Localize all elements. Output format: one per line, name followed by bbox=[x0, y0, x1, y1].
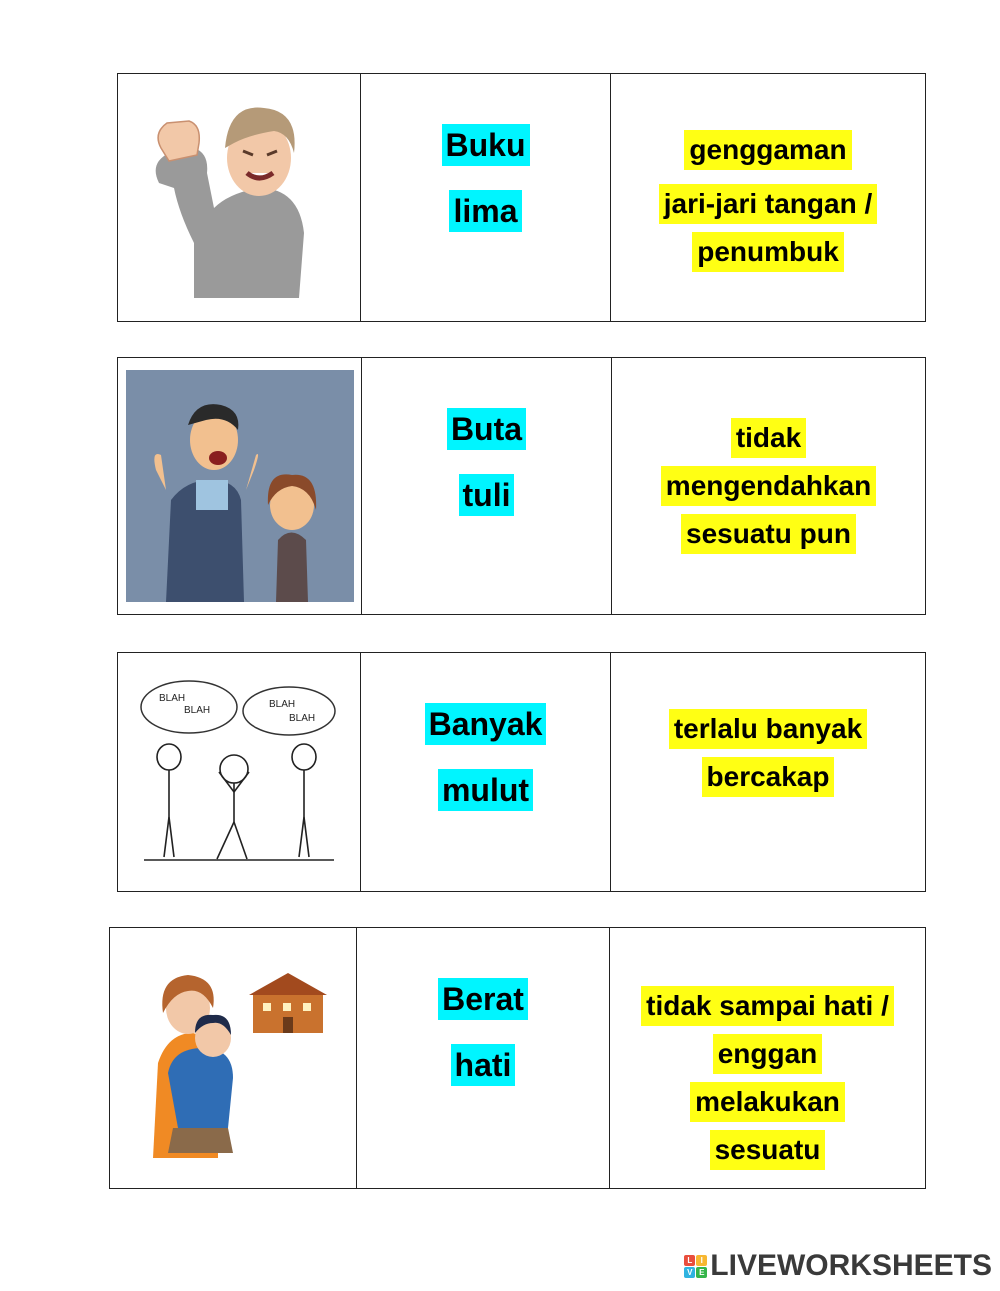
liveworksheets-logo[interactable] bbox=[684, 1249, 992, 1283]
term-word-1: Berat bbox=[438, 978, 528, 1020]
picture-cell bbox=[110, 928, 357, 1188]
card-buku-lima bbox=[117, 73, 926, 322]
shouting-man-girl-illustration bbox=[126, 370, 354, 602]
term-word-2: lima bbox=[449, 190, 521, 232]
logo-letter: V bbox=[684, 1267, 695, 1278]
card-berat-hati bbox=[109, 927, 926, 1189]
card-buta-tuli bbox=[117, 357, 926, 615]
logo-text: LIVEWORKSHEETS bbox=[710, 1249, 992, 1282]
term-cell bbox=[362, 358, 612, 614]
logo-mark-icon bbox=[684, 1255, 707, 1278]
meaning-line-1: tidak bbox=[731, 418, 806, 458]
term-cell bbox=[357, 928, 610, 1188]
meaning-line-2: bercakap bbox=[702, 757, 835, 797]
picture-cell bbox=[118, 653, 361, 891]
meaning-line-2: mengendahkan bbox=[661, 466, 876, 506]
meaning-line-3: penumbuk bbox=[692, 232, 844, 272]
picture-cell bbox=[118, 74, 361, 321]
term-word-1: Buta bbox=[447, 408, 526, 450]
term-word-1: Buku bbox=[442, 124, 530, 166]
meaning-line-3: melakukan bbox=[690, 1082, 845, 1122]
card-banyak-mulut bbox=[117, 652, 926, 892]
term-word-2: hati bbox=[451, 1044, 516, 1086]
meaning-line-1: genggaman bbox=[684, 130, 851, 170]
meaning-line-2: jari-jari tangan / bbox=[659, 184, 878, 224]
logo-letter: I bbox=[696, 1255, 707, 1266]
mother-hugging-boy-illustration bbox=[133, 953, 333, 1163]
meaning-line-3: sesuatu pun bbox=[681, 514, 856, 554]
meaning-cell bbox=[611, 653, 925, 891]
logo-letter: E bbox=[696, 1267, 707, 1278]
term-word-2: tuli bbox=[459, 474, 515, 516]
term-cell bbox=[361, 653, 611, 891]
meaning-line-2: enggan bbox=[713, 1034, 823, 1074]
blah-text: BLAH bbox=[184, 705, 211, 716]
blah-text: BLAH bbox=[289, 713, 316, 724]
meaning-line-4: sesuatu bbox=[710, 1130, 826, 1170]
term-cell bbox=[361, 74, 611, 321]
blah-text: BLAH bbox=[159, 693, 186, 704]
meaning-cell bbox=[610, 928, 925, 1188]
blah-text: BLAH bbox=[269, 699, 296, 710]
picture-cell bbox=[118, 358, 362, 614]
meaning-line-1: tidak sampai hati / bbox=[641, 986, 894, 1026]
stick-figures-blah-illustration bbox=[139, 677, 339, 867]
term-word-2: mulut bbox=[438, 769, 533, 811]
meaning-line-1: terlalu banyak bbox=[669, 709, 867, 749]
angry-man-fist-illustration bbox=[139, 93, 339, 303]
meaning-cell bbox=[611, 74, 925, 321]
meaning-cell bbox=[612, 358, 925, 614]
term-word-1: Banyak bbox=[425, 703, 547, 745]
logo-letter: L bbox=[684, 1255, 695, 1266]
